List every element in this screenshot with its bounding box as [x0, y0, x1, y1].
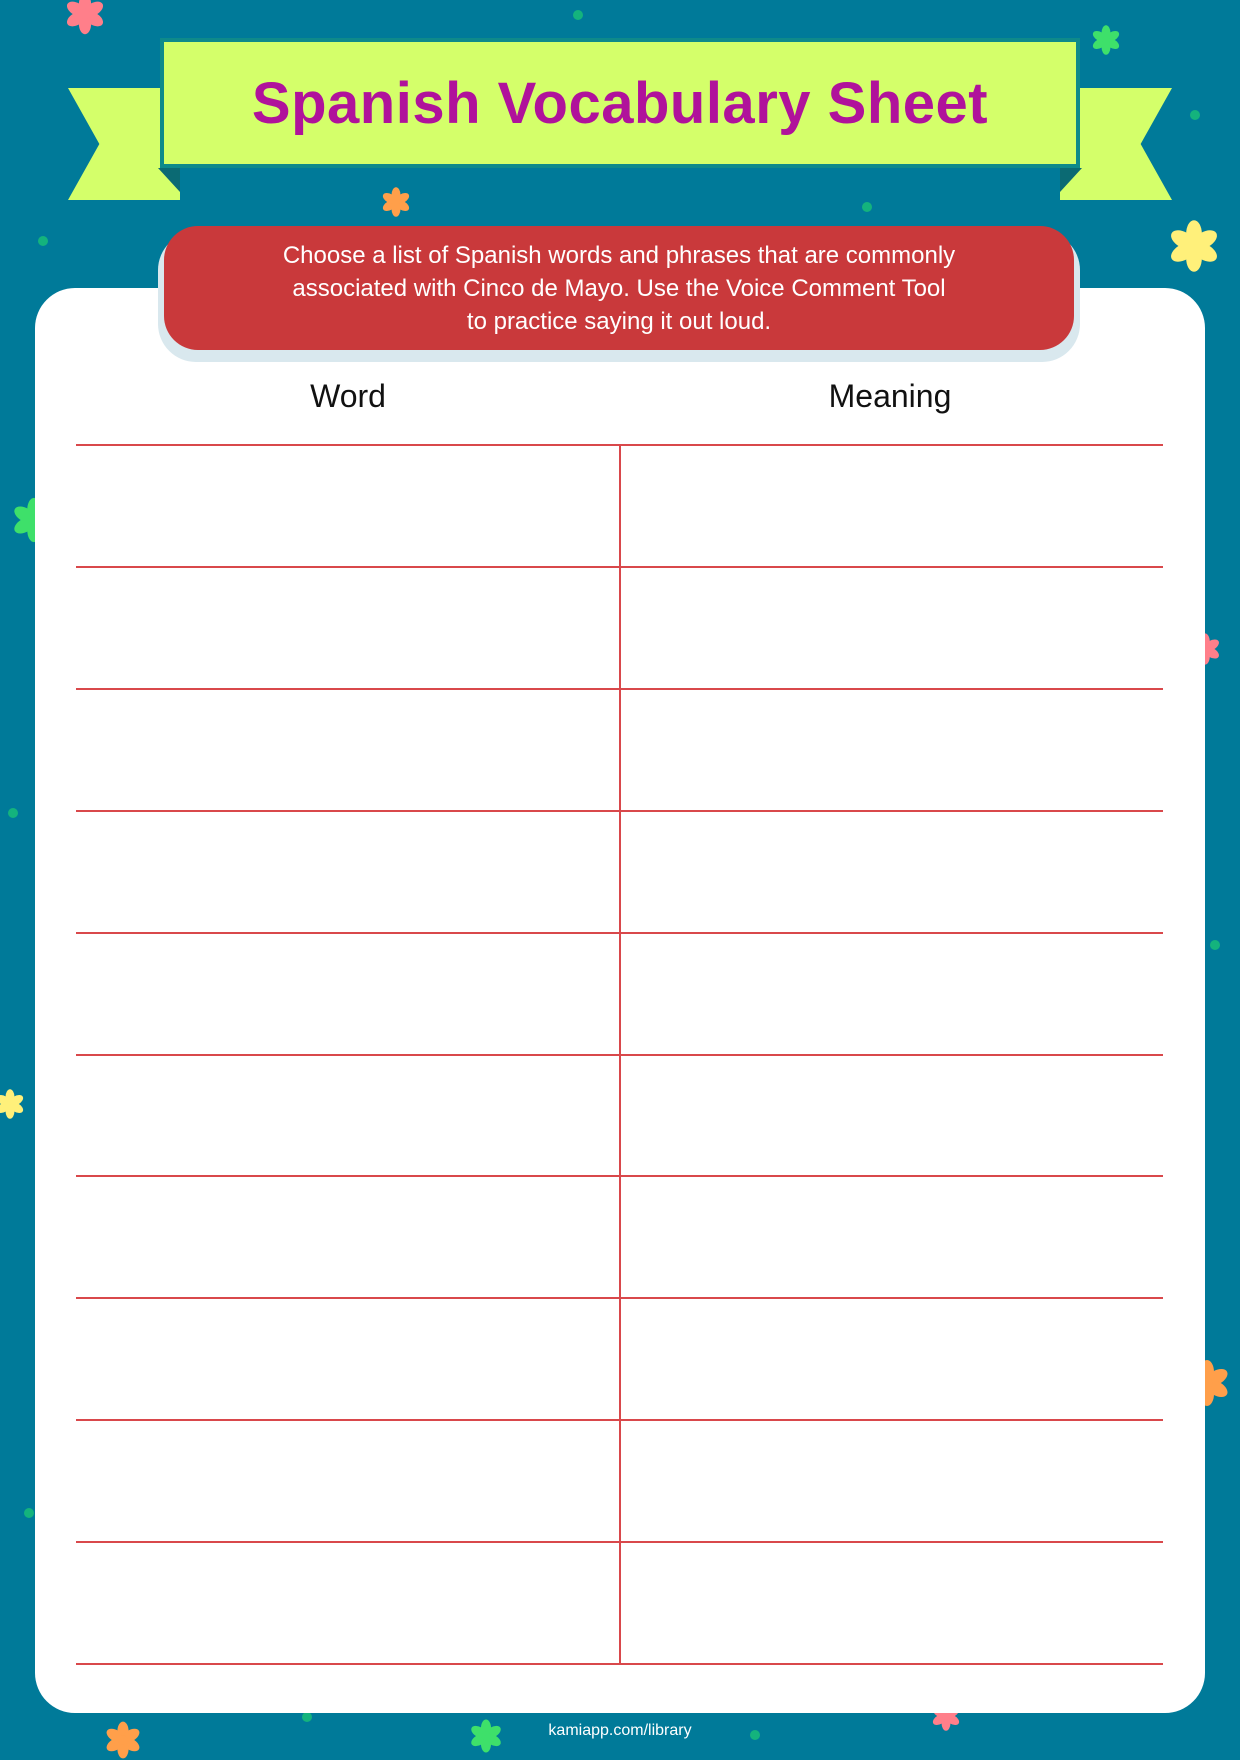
word-cell[interactable]	[78, 446, 618, 564]
flower-icon	[1090, 24, 1122, 56]
word-cell[interactable]	[78, 1177, 618, 1295]
column-divider	[619, 445, 621, 1665]
flower-icon	[0, 1088, 26, 1120]
meaning-cell[interactable]	[622, 1056, 1162, 1174]
column-header-word: Word	[310, 378, 386, 414]
dot	[38, 236, 48, 246]
dot	[573, 10, 583, 20]
word-cell[interactable]	[78, 690, 618, 808]
column-header-meaning: Meaning	[828, 378, 952, 414]
title-banner	[160, 38, 1080, 168]
page-title: Spanish Vocabulary Sheet	[251, 70, 989, 136]
meaning-cell[interactable]	[622, 1177, 1162, 1295]
meaning-cell[interactable]	[622, 1543, 1162, 1661]
word-cell[interactable]	[78, 812, 618, 930]
flower-icon	[380, 186, 412, 218]
instructions-line: Choose a list of Spanish words and phrases that are commonly	[282, 241, 956, 269]
word-cell[interactable]	[78, 1543, 618, 1661]
meaning-cell[interactable]	[622, 812, 1162, 930]
dot	[1190, 110, 1200, 120]
dot	[8, 808, 18, 818]
dot	[302, 1712, 312, 1722]
dot	[24, 1508, 34, 1518]
dot	[1210, 940, 1220, 950]
word-cell[interactable]	[78, 1056, 618, 1174]
flower-icon	[60, 0, 110, 36]
flower-icon	[1166, 218, 1222, 274]
meaning-cell[interactable]	[622, 446, 1162, 564]
dot	[862, 202, 872, 212]
footer-url: kamiapp.com/library	[548, 1722, 692, 1739]
instructions-line: to practice saying it out loud.	[466, 307, 772, 335]
word-cell[interactable]	[78, 568, 618, 686]
meaning-cell[interactable]	[622, 1421, 1162, 1539]
meaning-cell[interactable]	[622, 934, 1162, 1052]
word-cell[interactable]	[78, 1299, 618, 1417]
instructions-box	[164, 226, 1074, 350]
word-cell[interactable]	[78, 934, 618, 1052]
meaning-cell[interactable]	[622, 1299, 1162, 1417]
meaning-cell[interactable]	[622, 690, 1162, 808]
word-cell[interactable]	[78, 1421, 618, 1539]
meaning-cell[interactable]	[622, 568, 1162, 686]
instructions-line: associated with Cinco de Mayo. Use the Voice Comment Tool	[292, 274, 946, 302]
